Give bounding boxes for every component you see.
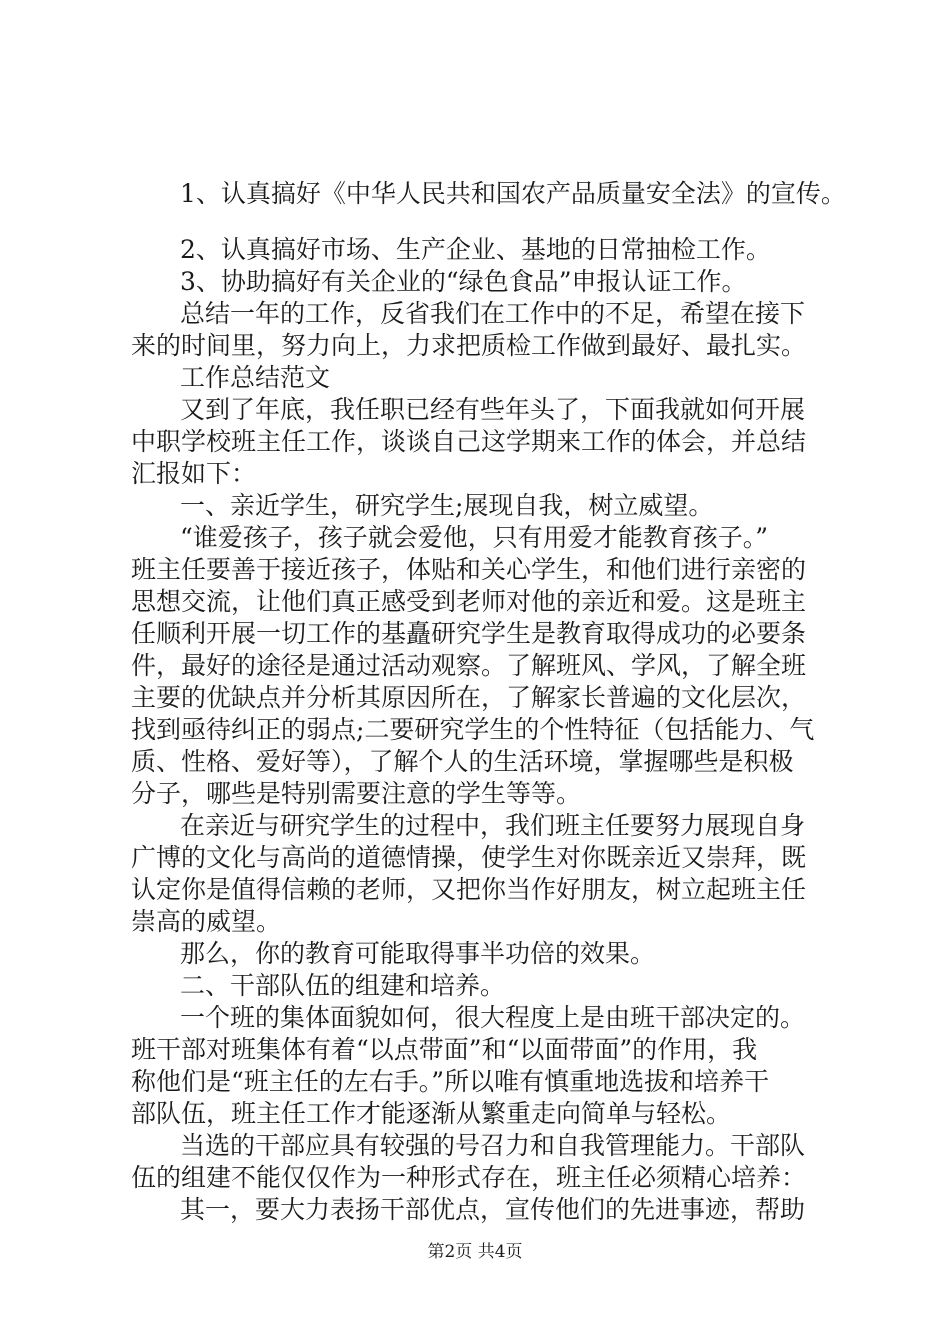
- paragraph-line: 其一，要大力表扬干部优点，宣传他们的先进事迹，帮助: [180, 1195, 806, 1224]
- paragraph-line: 质、性格、爱好等），了解个人的生活环境，掌握哪些是积极: [131, 747, 794, 776]
- paragraph-line: 3、协助搞好有关企业的“绿色食品”申报认证工作。: [180, 267, 747, 296]
- paragraph-line: 广博的文化与高尚的道德情操，使学生对你既亲近又崇拜，既: [131, 843, 807, 872]
- paragraph-line: 来的时间里，努力向上，力求把质检工作做到最好、最扎实。: [131, 331, 807, 360]
- paragraph-line: 1、认真搞好《中华人民共和国农产品质量安全法》的宣传。: [180, 179, 846, 208]
- paragraph-line: 崇高的威望。: [131, 907, 282, 936]
- section-heading: 工作总结范文: [180, 363, 331, 392]
- paragraph-line: 总结一年的工作，反省我们在工作中的不足，希望在接下: [180, 299, 806, 328]
- paragraph-line: 又到了年底，我任职已经有些年头了，下面我就如何开展: [180, 395, 806, 424]
- paragraph-line: 伍的组建不能仅仅作为一种形式存在，班主任必须精心培养：: [131, 1163, 807, 1192]
- paragraph-line: 任顺利开展一切工作的基矗研究学生是教育取得成功的必要条: [131, 619, 807, 648]
- paragraph-line: 主要的优缺点并分析其原因所在，了解家长普遍的文化层次，: [131, 683, 807, 712]
- paragraph-line: 思想交流，让他们真正感受到老师对他的亲近和爱。这是班主: [131, 587, 807, 616]
- paragraph-line: 在亲近与研究学生的过程中，我们班主任要努力展现自身: [180, 811, 806, 840]
- paragraph-line: “谁爱孩子，孩子就会爱他，只有用爱才能教育孩子。”: [180, 523, 769, 552]
- section-heading: 二、干部队伍的组建和培养。: [180, 971, 506, 1000]
- paragraph-line: 那么，你的教育可能取得事半功倍的效果。: [180, 939, 656, 968]
- paragraph-line: 2、认真搞好市场、生产企业、基地的日常抽检工作。: [180, 235, 771, 264]
- paragraph-line: 部队伍，班主任工作才能逐渐从繁重走向简单与轻松。: [131, 1099, 732, 1128]
- paragraph-line: 一、亲近学生，研究学生;展现自我，树立威望。: [180, 491, 714, 520]
- paragraph-line: 班主任要善于接近孩子，体贴和关心学生，和他们进行亲密的: [131, 555, 807, 584]
- page-footer: [0, 1241, 950, 1263]
- paragraph-line: 汇报如下：: [131, 459, 257, 488]
- paragraph-line: 分子，哪些是特别需要注意的学生等等。: [131, 779, 582, 808]
- paragraph-line: 当选的干部应具有较强的号召力和自我管理能力。干部队: [180, 1131, 806, 1160]
- paragraph-line: 件，最好的途径是通过活动观察。了解班风、学风，了解全班: [131, 651, 807, 680]
- paragraph-line: 称他们是“班主任的左右手。”所以唯有慎重地选拔和培养干: [131, 1067, 770, 1096]
- page-number: 第2页 共4页: [427, 1242, 523, 1262]
- paragraph-line: 一个班的集体面貌如何，很大程度上是由班干部决定的。: [180, 1003, 806, 1032]
- paragraph-line: 找到亟待纠正的弱点;二要研究学生的个性特征（包括能力、气: [131, 715, 815, 744]
- paragraph-line: 中职学校班主任工作，谈谈自己这学期来工作的体会，并总结: [131, 427, 807, 456]
- paragraph-line: 班干部对班集体有着“以点带面”和“以面带面”的作用，我: [131, 1035, 758, 1064]
- paragraph-line: 认定你是值得信赖的老师，又把你当作好朋友，树立起班主任: [131, 875, 807, 904]
